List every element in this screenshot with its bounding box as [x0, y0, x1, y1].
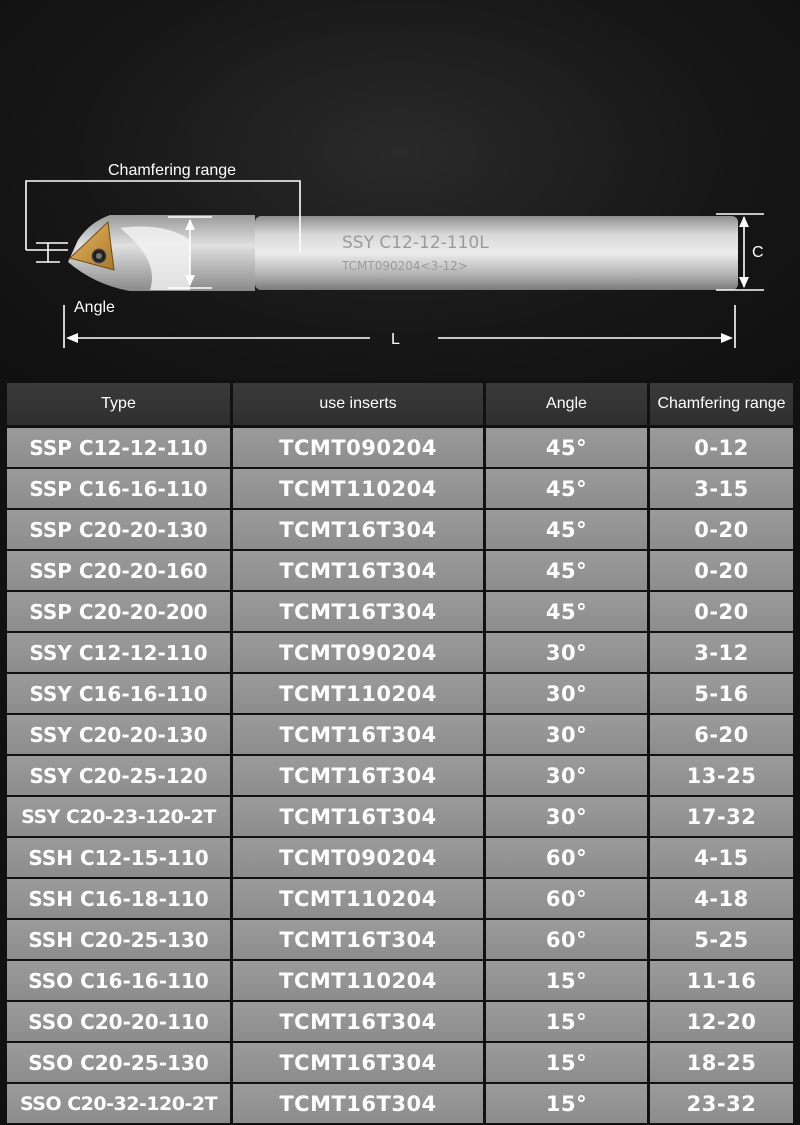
- cell-angle: 60°: [486, 879, 647, 918]
- tool-diagram: [0, 0, 800, 380]
- cell-insert: TCMT090204: [233, 633, 483, 672]
- header-type: Type: [7, 383, 230, 425]
- cell-angle: 30°: [486, 674, 647, 713]
- cell-angle: 15°: [486, 1002, 647, 1041]
- spec-table: [7, 383, 793, 1125]
- table-row: [7, 715, 793, 754]
- cell-angle: 15°: [486, 961, 647, 1000]
- cell-type: SSH C16-18-110: [7, 879, 230, 918]
- table-row: [7, 510, 793, 549]
- cell-type: SSY C20-25-120: [7, 756, 230, 795]
- cell-type: SSO C16-16-110: [7, 961, 230, 1000]
- cell-insert: TCMT110204: [233, 879, 483, 918]
- cell-chamfering-range: 17-32: [650, 797, 793, 836]
- cell-chamfering-range: 18-25: [650, 1043, 793, 1082]
- table-row: [7, 838, 793, 877]
- table-header: [7, 383, 793, 425]
- table-row: [7, 674, 793, 713]
- cell-angle: 15°: [486, 1084, 647, 1123]
- diameter-label: C: [752, 244, 764, 261]
- cell-type: SSY C20-20-130: [7, 715, 230, 754]
- cell-insert: TCMT16T304: [233, 1043, 483, 1082]
- cell-angle: 15°: [486, 1043, 647, 1082]
- table-row: [7, 633, 793, 672]
- cell-insert: TCMT16T304: [233, 797, 483, 836]
- angle-label: Angle: [74, 299, 115, 316]
- cell-angle: 60°: [486, 838, 647, 877]
- table-row: [7, 1002, 793, 1041]
- cell-chamfering-range: 0-20: [650, 592, 793, 631]
- cell-insert: TCMT16T304: [233, 1084, 483, 1123]
- cell-insert: TCMT110204: [233, 961, 483, 1000]
- cell-chamfering-range: 4-18: [650, 879, 793, 918]
- cell-type: SSP C16-16-110: [7, 469, 230, 508]
- cell-chamfering-range: 0-20: [650, 510, 793, 549]
- cell-type: SSY C12-12-110: [7, 633, 230, 672]
- cell-insert: TCMT16T304: [233, 592, 483, 631]
- table-row: [7, 551, 793, 590]
- cell-angle: 30°: [486, 715, 647, 754]
- table-row: [7, 428, 793, 467]
- table-body: [7, 428, 793, 1123]
- table-row: [7, 756, 793, 795]
- length-label: L: [391, 331, 400, 348]
- cell-type: SSY C20-23-120-2T: [7, 797, 230, 836]
- table-row: [7, 1084, 793, 1123]
- cell-chamfering-range: 0-20: [650, 551, 793, 590]
- cell-angle: 60°: [486, 920, 647, 959]
- cell-angle: 30°: [486, 633, 647, 672]
- cell-type: SSO C20-20-110: [7, 1002, 230, 1041]
- cell-angle: 45°: [486, 469, 647, 508]
- cell-chamfering-range: 23-32: [650, 1084, 793, 1123]
- cell-chamfering-range: 4-15: [650, 838, 793, 877]
- cell-type: SSP C20-20-130: [7, 510, 230, 549]
- cell-type: SSH C20-25-130: [7, 920, 230, 959]
- cell-angle: 45°: [486, 592, 647, 631]
- table-row: [7, 920, 793, 959]
- cell-type: SSO C20-25-130: [7, 1043, 230, 1082]
- cell-chamfering-range: 3-12: [650, 633, 793, 672]
- cell-chamfering-range: 0-12: [650, 428, 793, 467]
- cell-chamfering-range: 12-20: [650, 1002, 793, 1041]
- table-row: [7, 797, 793, 836]
- cell-angle: 45°: [486, 510, 647, 549]
- cell-chamfering-range: 6-20: [650, 715, 793, 754]
- cell-angle: 30°: [486, 797, 647, 836]
- chamfering-range-label: Chamfering range: [108, 162, 237, 179]
- cell-chamfering-range: 13-25: [650, 756, 793, 795]
- table-row: [7, 879, 793, 918]
- cell-type: SSP C20-20-200: [7, 592, 230, 631]
- cell-chamfering-range: 5-16: [650, 674, 793, 713]
- header-inserts: use inserts: [233, 383, 483, 425]
- cell-insert: TCMT16T304: [233, 756, 483, 795]
- header-angle: Angle: [486, 383, 647, 425]
- cell-type: SSO C20-32-120-2T: [7, 1084, 230, 1123]
- tool-shank: [255, 216, 738, 290]
- cell-type: SSY C16-16-110: [7, 674, 230, 713]
- cell-insert: TCMT16T304: [233, 715, 483, 754]
- cell-insert: TCMT16T304: [233, 551, 483, 590]
- cell-type: SSP C12-12-110: [7, 428, 230, 467]
- cell-angle: 30°: [486, 756, 647, 795]
- engraving-insert: TCMT090204<3-12>: [342, 259, 468, 273]
- cell-insert: TCMT110204: [233, 674, 483, 713]
- cell-insert: TCMT16T304: [233, 1002, 483, 1041]
- cell-insert: TCMT110204: [233, 469, 483, 508]
- tool-drawing: [0, 0, 800, 380]
- cell-angle: 45°: [486, 551, 647, 590]
- cell-type: SSP C20-20-160: [7, 551, 230, 590]
- header-chamfering-range: Chamfering range: [650, 383, 793, 425]
- cell-insert: TCMT16T304: [233, 920, 483, 959]
- cell-chamfering-range: 5-25: [650, 920, 793, 959]
- table-row: [7, 1043, 793, 1082]
- cell-insert: TCMT16T304: [233, 510, 483, 549]
- table-row: [7, 961, 793, 1000]
- cell-angle: 45°: [486, 428, 647, 467]
- cell-type: SSH C12-15-110: [7, 838, 230, 877]
- cell-chamfering-range: 11-16: [650, 961, 793, 1000]
- cell-chamfering-range: 3-15: [650, 469, 793, 508]
- table-row: [7, 469, 793, 508]
- cell-insert: TCMT090204: [233, 428, 483, 467]
- cell-insert: TCMT090204: [233, 838, 483, 877]
- engraving-model: SSY C12-12-110L: [342, 233, 489, 253]
- table-row: [7, 592, 793, 631]
